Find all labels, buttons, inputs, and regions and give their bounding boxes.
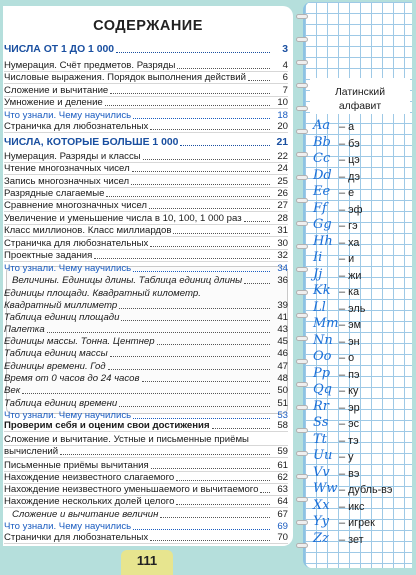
toc-entry-title: Что узнали. Чему научились (4, 410, 132, 421)
toc-entry (4, 472, 288, 484)
toc-entry (4, 323, 288, 335)
toc-entry (4, 200, 288, 212)
toc-leader-dots (131, 184, 270, 185)
page-number: 111 (136, 553, 158, 568)
toc-entry (4, 238, 288, 250)
toc-entry-page: 4 (282, 60, 288, 71)
toc-entry (4, 250, 288, 262)
toc-entry-page: 62 (277, 472, 288, 483)
toc-entry (4, 360, 288, 372)
latin-letter: Rr (313, 398, 330, 414)
toc-entry (4, 43, 288, 55)
latin-letter: Pp (313, 365, 331, 381)
letter-reading: ку (348, 385, 359, 397)
latin-letter: Tt (313, 431, 327, 447)
latin-letter: Aa (313, 118, 331, 133)
binding-ring (296, 313, 308, 318)
letter-reading: дубль-вэ (348, 484, 393, 496)
toc-entry-page: 36 (277, 275, 288, 286)
latin-letter: Ll (313, 299, 326, 315)
toc-entry-title: Разрядные слагаемые (4, 188, 105, 199)
toc-leader-dots (47, 332, 270, 333)
toc-entry (4, 163, 288, 175)
toc-leader-dots (248, 80, 270, 81)
dash-separator: – (339, 154, 346, 166)
toc-entry-title: Нахождение неизвестного уменьшаемого и вычитаемого (4, 484, 259, 495)
letter-reading: эль (348, 302, 366, 315)
toc-leader-dots (150, 540, 270, 541)
toc-entry-page: 10 (277, 97, 288, 108)
toc-entry-page: 61 (277, 460, 288, 471)
alphabet-title-line1: Латинский (334, 87, 386, 98)
toc-entry-page: 64 (277, 496, 288, 507)
alphabet-title-line2: алфавит (338, 101, 382, 112)
binding-ring (296, 497, 308, 502)
toc-entry (4, 434, 288, 446)
latin-letter: Ff (313, 200, 327, 216)
toc-entry-page: 69 (277, 521, 288, 532)
toc-entry-title: Что узнали. Чему научились (4, 110, 132, 121)
toc-entry (4, 311, 288, 323)
alphabet-letter-row (313, 283, 411, 298)
toc-entry (12, 508, 288, 520)
toc-leader-dots (180, 145, 270, 146)
alphabet-letter-row (313, 234, 411, 249)
toc-entry-title: Единицы площади. Квадратный километр. (4, 288, 201, 299)
letter-reading: цэ (348, 154, 360, 166)
binding-ring (296, 474, 308, 479)
toc-entry-title: Странички для любознательных (4, 532, 149, 543)
toc-leader-dots (150, 129, 270, 130)
dash-separator: – (339, 533, 346, 546)
toc-leader-dots (119, 406, 270, 407)
dash-separator: – (339, 401, 346, 414)
toc-leader-dots (176, 504, 270, 505)
dash-separator: – (339, 170, 346, 183)
toc-entry-title: Таблица единиц массы (4, 348, 108, 359)
toc-entry-title: Время от 0 часов до 24 часов (4, 373, 140, 384)
alphabet-letter-row (313, 531, 411, 546)
alphabet-letter-row (313, 498, 411, 513)
alphabet-letter-row (313, 333, 411, 348)
toc-entry (4, 420, 288, 432)
toc-entry-page: 43 (277, 324, 288, 335)
latin-letter: Ww (313, 481, 338, 496)
letter-reading: е (348, 187, 355, 199)
toc-entry (12, 274, 288, 286)
letter-reading: бэ (348, 137, 360, 150)
toc-entry-page: 46 (277, 348, 288, 359)
toc-entry (4, 384, 288, 396)
toc-entry-title: Умножение и деление (4, 97, 103, 108)
alphabet-letter-row (313, 316, 411, 331)
latin-letter: Hh (313, 233, 333, 249)
toc-entry-title: Сложение и вычитание (4, 85, 109, 96)
dash-separator: – (339, 418, 346, 430)
toc-leader-dots (116, 52, 270, 53)
toc-entry-title: ЧИСЛА ОТ 1 ДО 1 000 (4, 44, 115, 55)
toc-entry-page: 47 (277, 361, 288, 372)
alphabet-letter-row (313, 135, 411, 150)
alphabet-letter-row (313, 448, 411, 463)
toc-leader-dots (143, 159, 270, 160)
toc-entry (4, 372, 288, 384)
toc-entry-page: 26 (277, 188, 288, 199)
alphabet-letter-row (313, 217, 411, 232)
letter-reading: игрек (348, 517, 375, 529)
letter-reading: гэ (348, 220, 358, 232)
letter-reading: о (348, 352, 355, 364)
binding-ring (296, 336, 308, 341)
latin-letter: Nn (313, 332, 333, 348)
toc-leader-dots (177, 68, 270, 69)
toc-leader-dots (22, 393, 270, 394)
toc-leader-dots (142, 381, 270, 382)
alphabet-letter-row (313, 300, 411, 315)
alphabet-letter-row (313, 465, 411, 480)
dash-separator: – (339, 302, 346, 315)
toc-leader-dots (94, 258, 270, 259)
toc-entry-page: 32 (277, 250, 288, 261)
toc-entry-page: 22 (277, 151, 288, 162)
dash-separator: – (339, 187, 346, 199)
latin-letter: Mm (313, 316, 339, 331)
alphabet-letter-row (313, 415, 411, 430)
toc-leader-dots (60, 454, 270, 455)
dash-separator: – (339, 368, 346, 381)
dash-separator: – (339, 220, 346, 232)
letter-reading: у (348, 451, 354, 463)
letter-reading: пэ (348, 368, 360, 381)
latin-letter: Ee (313, 184, 331, 199)
toc-entry (4, 496, 288, 508)
toc-leader-dots (244, 283, 270, 284)
toc-leader-dots (108, 369, 270, 370)
letter-reading: вэ (348, 467, 360, 480)
toc-entry (4, 121, 288, 133)
letter-reading: икс (348, 500, 365, 513)
letter-reading: тэ (348, 434, 359, 447)
toc-entry (4, 176, 288, 188)
toc-entry-page: 70 (277, 532, 288, 543)
letter-reading: зет (348, 533, 364, 546)
toc-entry-title: Страничка для любознательных (4, 121, 149, 132)
binding-ring (296, 451, 308, 456)
dash-separator: – (339, 484, 346, 496)
toc-entry-page: 7 (282, 85, 288, 96)
toc-entry-title: Век (4, 385, 21, 396)
toc-leader-dots (110, 93, 270, 94)
toc-entry-page: 34 (277, 263, 288, 274)
toc-entry-title: Класс миллионов. Класс миллиардов (4, 225, 172, 236)
toc-leader-dots (133, 271, 270, 272)
letter-reading: ха (348, 236, 360, 249)
toc-entry (4, 136, 288, 148)
toc-entry (4, 532, 288, 544)
toc-entry (4, 72, 288, 84)
toc-entry (4, 85, 288, 97)
toc-entry-title: ЧИСЛА, КОТОРЫЕ БОЛЬШЕ 1 000 (4, 137, 179, 148)
toc-entry-title: Таблица единиц времени (4, 398, 118, 409)
toc-entry-page: 59 (277, 446, 288, 457)
toc-entry (4, 262, 288, 274)
latin-letter: Uu (313, 448, 333, 463)
binding-ring (296, 290, 308, 295)
latin-letter: Gg (313, 217, 332, 232)
letter-reading: эм (348, 319, 362, 331)
toc-entry-title: Величины. Единицы длины. Таблица единиц длины (12, 275, 243, 286)
toc-entry (4, 151, 288, 163)
toc-entry-page: 25 (277, 176, 288, 187)
toc-leader-dots (149, 208, 270, 209)
toc-entry-page: 18 (277, 110, 288, 121)
binding-ring (296, 221, 308, 226)
toc-leader-dots (173, 233, 270, 234)
alphabet-letter-row (313, 184, 411, 199)
alphabet-letter-row (313, 349, 411, 364)
toc-entry-title: Что узнали. Чему научились (4, 521, 132, 532)
toc-entry (4, 335, 288, 347)
toc-leader-dots (133, 418, 270, 419)
toc-leader-dots (132, 171, 270, 172)
binding-ring (296, 543, 308, 548)
dash-separator: – (339, 121, 346, 133)
toc-entry (4, 397, 288, 409)
alphabet-letter-row (313, 250, 411, 265)
toc-entry-page: 30 (277, 238, 288, 249)
toc-leader-dots (151, 468, 270, 469)
toc-entry-page: 21 (276, 137, 288, 148)
toc-entry-title: вычислений (4, 446, 59, 457)
toc-entry (4, 460, 288, 472)
latin-letter: Ii (313, 250, 323, 265)
dash-separator: – (339, 385, 346, 397)
alphabet-letter-row (313, 366, 411, 381)
letter-reading: а (348, 121, 355, 133)
toc-entry (4, 520, 288, 532)
toc-entry-page: 48 (277, 373, 288, 384)
alphabet-letter-row (313, 514, 411, 529)
binding-ring (296, 106, 308, 111)
toc-entry-title: Палетка (4, 324, 45, 335)
toc-entry-title: Нахождение нескольких долей целого (4, 496, 175, 507)
dash-separator: – (339, 434, 346, 447)
toc-entry-title: Проверим себя и оценим свои достижения (4, 420, 210, 431)
toc-entry-title: Единицы времени. Год (4, 361, 106, 372)
toc-entry-page: 24 (277, 163, 288, 174)
alphabet-letter-row (313, 151, 411, 166)
toc-entry-page: 51 (277, 398, 288, 409)
letter-reading: эр (348, 401, 360, 414)
latin-letter: Zz (313, 530, 329, 546)
toc-entry (4, 484, 288, 496)
dash-separator: – (339, 319, 346, 331)
toc-entry-page: 27 (277, 200, 288, 211)
dash-separator: – (339, 517, 346, 529)
toc-entry-title: Увеличение и уменьшение числа в 10, 100, 1 000 раз (4, 213, 242, 224)
toc-entry-title: Сложение и вычитание. Устные и письменные приёмы (4, 434, 249, 445)
toc-entry-page: 45 (277, 336, 288, 347)
toc-leader-dots (212, 428, 270, 429)
toc-entry-page: 20 (277, 121, 288, 132)
toc-leader-dots (157, 344, 270, 345)
toc-leader-dots (133, 118, 270, 119)
latin-letter: Yy (313, 514, 329, 529)
dash-separator: – (339, 451, 346, 463)
toc-entry-title: Что узнали. Чему научились (4, 263, 132, 274)
alphabet-letter-row (313, 168, 411, 183)
toc-entry-title: Единицы массы. Тонна. Центнер (4, 336, 155, 347)
alphabet-letter-row (313, 382, 411, 397)
alphabet-letter-row (313, 432, 411, 447)
binding-ring (296, 37, 308, 42)
toc-leader-dots (133, 529, 270, 530)
toc-entry-page: 63 (277, 484, 288, 495)
toc-entry-title: Числовые выражения. Порядок выполнения действий (4, 72, 246, 83)
binding-ring (296, 359, 308, 364)
binding-ring (296, 152, 308, 157)
toc-entry-title: Проектные задания (4, 250, 93, 261)
toc-entry-title: Запись многозначных чисел (4, 176, 130, 187)
toc-entry-title: Сравнение многозначных чисел (4, 200, 147, 211)
latin-letter: Ss (313, 415, 329, 430)
toc-entry-page: 28 (277, 213, 288, 224)
latin-letter: Kk (313, 283, 331, 298)
dash-separator: – (339, 253, 346, 265)
dash-separator: – (339, 236, 346, 249)
letter-reading: эн (348, 335, 360, 348)
binding-ring (296, 405, 308, 410)
alphabet-letter-row (313, 201, 411, 216)
binding-ring (296, 428, 308, 433)
dash-separator: – (339, 137, 346, 150)
letter-reading: и (348, 253, 355, 265)
alphabet-letter-row (313, 481, 411, 496)
dash-separator: – (339, 203, 346, 216)
toc-entry (4, 188, 288, 200)
toc-entry (4, 97, 288, 109)
dash-separator: – (339, 467, 346, 480)
dash-separator: – (339, 500, 346, 513)
latin-letter: Xx (313, 497, 330, 513)
toc-entry-page: 53 (277, 410, 288, 421)
toc-entry-page: 41 (277, 312, 288, 323)
toc-entry-page: 39 (277, 300, 288, 311)
binding-ring (296, 244, 308, 249)
latin-letter: Bb (313, 134, 331, 150)
toc-leader-dots (106, 196, 270, 197)
toc-entry-title: Квадратный миллиметр (4, 300, 118, 311)
dash-separator: – (339, 335, 346, 348)
letter-reading: жи (348, 269, 362, 282)
latin-letter: Cc (313, 151, 331, 166)
binding-ring (296, 520, 308, 525)
toc-leader-dots (160, 517, 270, 518)
toc-entry (4, 109, 288, 121)
binding-ring (296, 267, 308, 272)
alphabet-letter-row (313, 267, 411, 282)
binding-ring (296, 60, 308, 65)
toc-entry-title: Письменные приёмы вычитания (4, 460, 149, 471)
binding-ring (296, 175, 308, 180)
toc-leader-dots (244, 221, 270, 222)
toc-entry (4, 299, 288, 311)
binding-ring (296, 83, 308, 88)
binding-ring (296, 382, 308, 387)
alphabet-letter-row (313, 118, 411, 133)
toc-entry-page: 31 (277, 225, 288, 236)
latin-letter: Dd (313, 167, 332, 183)
latin-letter: Oo (313, 349, 332, 364)
binding-ring (296, 14, 308, 19)
toc-entry-page: 58 (277, 420, 288, 431)
toc-title: СОДЕРЖАНИЕ (93, 18, 203, 34)
toc-entry-title: Нахождение неизвестного слагаемого (4, 472, 175, 483)
letter-reading: эф (348, 203, 363, 216)
toc-entry-title: Нумерация. Счёт предметов. Разряды (4, 60, 176, 71)
binding-ring (296, 129, 308, 134)
dash-separator: – (339, 269, 346, 282)
toc-entry-page: 6 (282, 72, 288, 83)
toc-entry-title: Сложение и вычитание величин (12, 509, 159, 520)
alphabet-letter-row (313, 399, 411, 414)
toc-entry-page: 50 (277, 385, 288, 396)
toc-leader-dots (105, 105, 270, 106)
latin-letter: Vv (313, 464, 330, 480)
toc-leader-dots (150, 246, 270, 247)
toc-entry-title: Чтение многозначных чисел (4, 163, 130, 174)
toc-leader-dots (121, 320, 270, 321)
toc-entry (4, 213, 288, 225)
binding-ring (296, 198, 308, 203)
letter-reading: дэ (348, 170, 361, 183)
toc-entry (4, 225, 288, 237)
toc-entry-page: 67 (277, 509, 288, 520)
dash-separator: – (339, 352, 346, 364)
toc-entry-title: Нумерация. Разряды и классы (4, 151, 141, 162)
toc-entry-title: Таблица единиц площади (4, 312, 120, 323)
toc-leader-dots (176, 480, 270, 481)
toc-leader-dots (110, 356, 270, 357)
toc-leader-dots (119, 308, 270, 309)
toc-entry (4, 446, 288, 458)
toc-entry-title: Страничка для любознательных (4, 238, 149, 249)
toc-leader-dots (260, 492, 270, 493)
latin-letter: Jj (313, 266, 323, 282)
letter-reading: ка (348, 286, 360, 298)
toc-entry (4, 347, 288, 359)
dash-separator: – (339, 286, 346, 298)
toc-entry (4, 60, 288, 72)
toc-entry-page: 3 (282, 44, 288, 55)
latin-letter: Qq (313, 382, 332, 397)
letter-reading: эс (348, 418, 360, 430)
toc-entry (4, 287, 288, 299)
